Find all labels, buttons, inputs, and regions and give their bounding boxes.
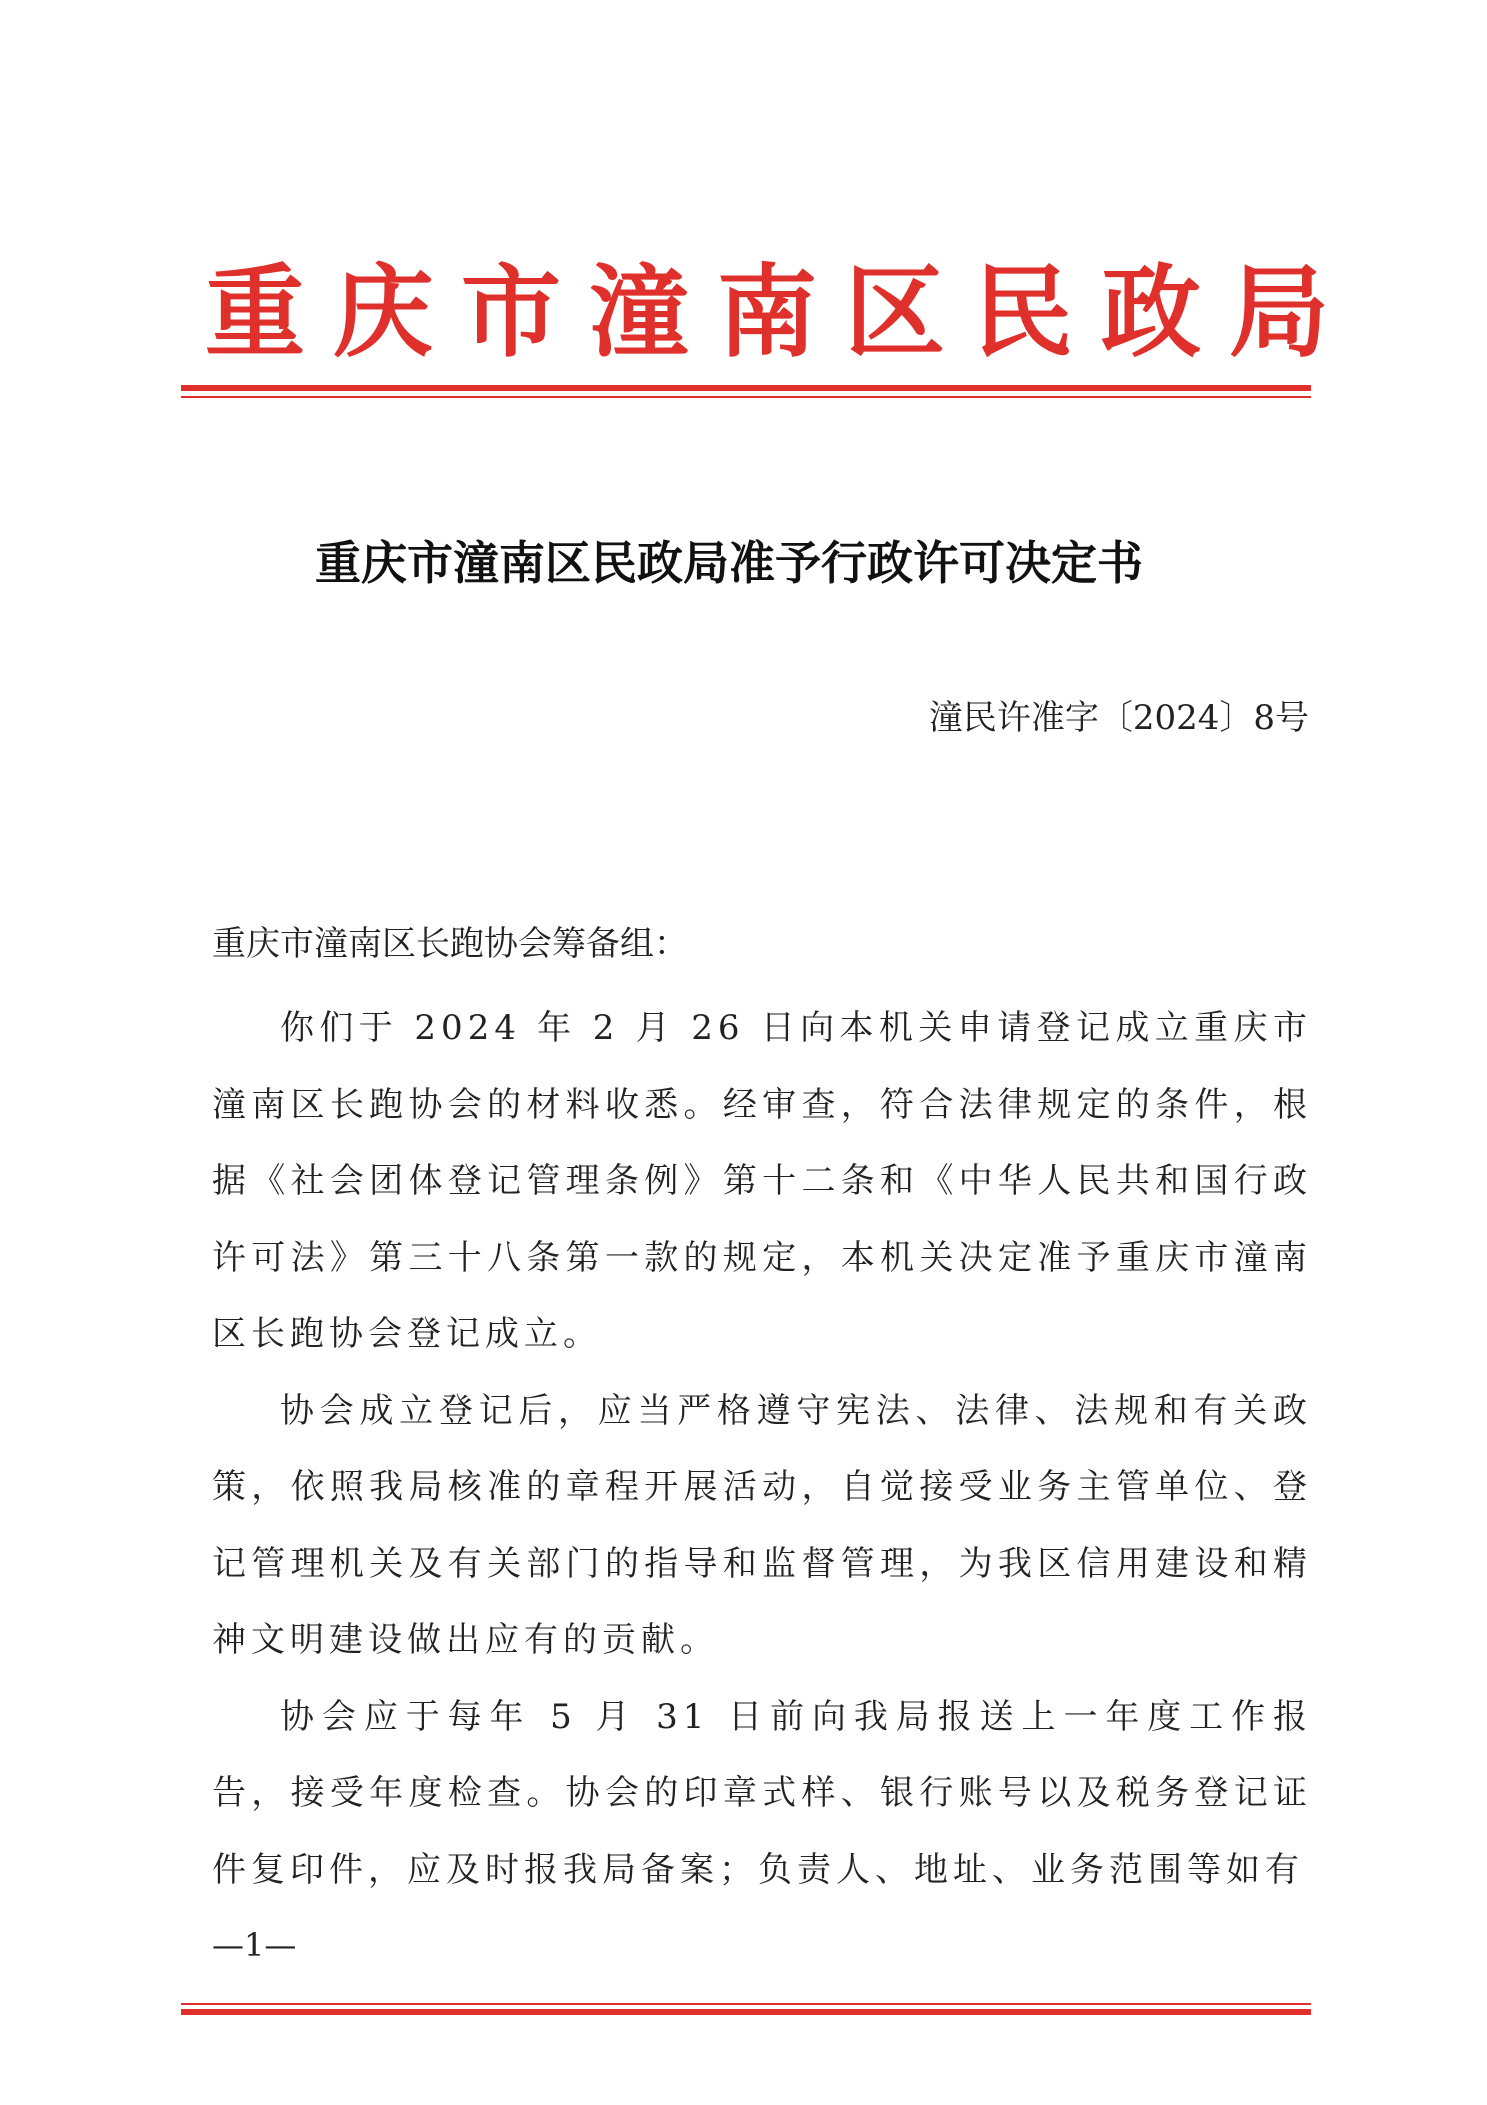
header-rule-thick [181, 385, 1311, 391]
issuing-authority-header: 重庆市潼南区民政局 [205, 254, 1357, 371]
document-body [212, 990, 1312, 1908]
paragraph-1: 你们于 2024 年 2 月 26 日向本机关申请登记成立重庆市潼南区长跑协会的材料收悉。经审查，符合法律规定的条件，根据《社会团体登记管理条例》第十二条和《中华人民共和国行政许可法》第三十八条第一款的规定，本机关决定准予重庆市潼南区长跑协会登记成立。 [212, 1008, 1312, 1354]
page-number: —1— [212, 1926, 297, 1964]
document-title: 重庆市潼南区民政局准予行政许可决定书 [315, 536, 1143, 590]
paragraph-3: 协会应于每年 5 月 31 日前向我局报送上一年度工作报告，接受年度检查。协会的印章式样、银行账号以及税务登记证件复印件，应及时报我局备案；负责人、地址、业务范围等如有 [212, 1696, 1312, 1890]
footer-rule-thin [181, 2003, 1311, 2005]
footer-rule-thick [181, 2009, 1311, 2015]
salutation: 重庆市潼南区长跑协会筹备组： [212, 924, 688, 964]
document-number: 潼民许准字〔2024〕8号 [928, 698, 1309, 738]
header-rule-thin [181, 396, 1311, 398]
paragraph-2: 协会成立登记后，应当严格遵守宪法、法律、法规和有关政策，依照我局核准的章程开展活动，自觉接受业务主管单位、登记管理机关及有关部门的指导和监督管理，为我区信用建设和精神文明建设做出应有的贡献。 [212, 1390, 1312, 1660]
